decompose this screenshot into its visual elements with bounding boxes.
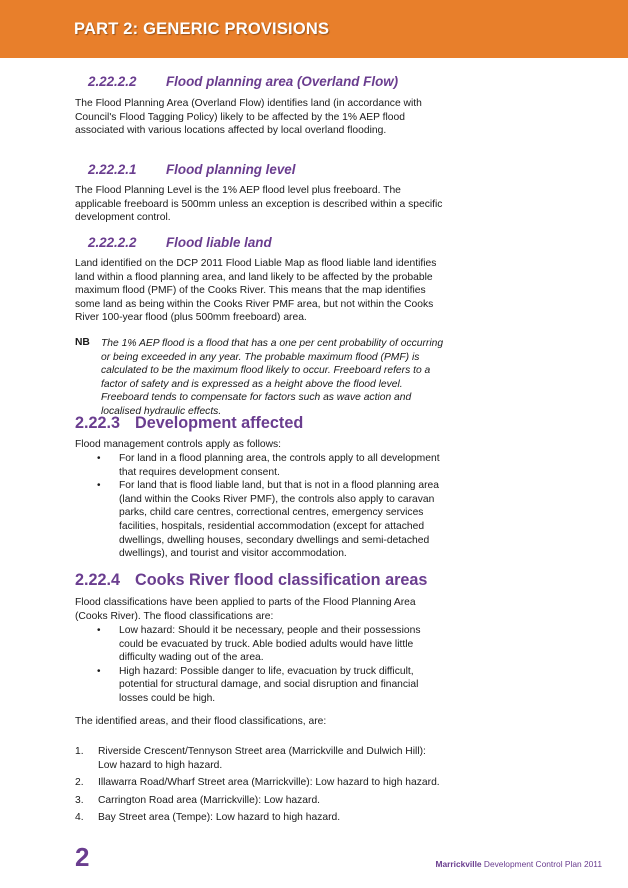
list-item-text: For land that is flood liable land, but that is not in a flood planning area (land within the Cooks River PMF), the controls also apply to caravan parks, child care centres, correctional centres, emergency services facilities, hospitals, residential accommodation (except for attached dwellings, dwelling houses, secondary dwellings and semi-detached dwellings), and tourist and visitor accommodation. xyxy=(119,480,439,560)
page-number: 2 xyxy=(75,842,90,872)
list-item xyxy=(75,794,447,808)
subsection-heading-overland-flow xyxy=(88,74,398,89)
bullet-icon: • xyxy=(97,665,101,677)
subsection-title: Flood planning area (Overland Flow) xyxy=(166,74,399,89)
list-item-number: 1. xyxy=(75,746,84,757)
paragraph-controls-intro: Flood management controls apply as follows: xyxy=(75,439,282,450)
subsection-title: Flood liable land xyxy=(166,235,272,250)
footer-brand: Marrickville xyxy=(435,859,482,869)
header-banner xyxy=(0,0,628,58)
subsection-number: 2.22.2.2 xyxy=(88,74,137,89)
list-item-text: Riverside Crescent/Tennyson Street area (Marrickville and Dulwich Hill): Low hazard to high hazard. xyxy=(98,746,426,771)
bullet-icon: • xyxy=(97,480,101,492)
paragraph-overland-flow: The Flood Planning Area (Overland Flow) identifies land (in accordance with Council's Flood Tagging Policy) likely to be affected by the 1% AEP flood associated with various locations affected by local overland flooding. xyxy=(75,98,422,137)
section-title: Cooks River flood classification areas xyxy=(135,571,428,589)
subsection-heading-flood-planning-level xyxy=(88,162,295,177)
section-title: Development affected xyxy=(135,414,304,432)
areas-list xyxy=(75,745,447,825)
list-item xyxy=(75,811,447,825)
note-label: NB xyxy=(75,337,90,348)
section-heading-development-affected xyxy=(75,414,303,433)
footer-doc-title: Development Control Plan 2011 xyxy=(481,859,602,869)
list-item-text: Bay Street area (Tempe): Low hazard to high hazard. xyxy=(98,812,341,824)
list-item-text: Carrington Road area (Marrickville): Low hazard. xyxy=(98,794,321,806)
classification-list xyxy=(75,624,447,706)
subsection-heading-flood-liable-land xyxy=(88,235,272,250)
bullet-icon: • xyxy=(97,453,101,464)
part-title: PART 2: GENERIC PROVISIONS xyxy=(74,20,330,38)
list-item xyxy=(75,665,447,706)
bullet-icon: • xyxy=(97,625,101,636)
paragraph-areas-intro: The identified areas, and their flood classifications, are: xyxy=(75,716,327,727)
section-number: 2.22.3 xyxy=(75,414,121,432)
paragraph-flood-planning-level: The Flood Planning Level is the 1% AEP flood level plus freeboard. The applicable freeboard is 500mm unless an exception is described within a specific development control. xyxy=(75,185,443,224)
list-item-text: Low hazard: Should it be necessary, people and their possessions could be evacuated by truck. Able bodied adults would have little difficulty wading out of the area. xyxy=(119,625,421,664)
paragraph-classification-intro: Flood classifications have been applied to parts of the Flood Planning Area (Cooks River). The flood classifications are: xyxy=(75,597,416,622)
development-affected-list xyxy=(75,452,447,561)
subsection-number: 2.22.2.2 xyxy=(88,235,137,250)
list-item xyxy=(75,624,447,665)
paragraph-flood-liable-land: Land identified on the DCP 2011 Flood Liable Map as flood liable land identifies land within a flood planning area, and land likely to be affected by the probable maximum flood (PMF) of the Cooks River. This means that the map identifies some land as being within the Cooks River PMF area, but not within the Cooks River 100-year flood (plus 500mm freeboard) area. xyxy=(75,258,437,324)
note-text: The 1% AEP flood is a flood that has a one per cent probability of occurring or being exceeded in any year. The probable maximum flood (PMF) is calculated to be the maximum flood likely to occur. Freeboard refers to a factor of safety and is expressed as a height above the flood level. Freeboard tends to compensate for factors such as wave action and localised hydraulic effects. xyxy=(101,338,444,417)
list-item-number: 4. xyxy=(75,812,84,824)
footer-title xyxy=(435,859,602,869)
list-item xyxy=(75,745,447,772)
subsection-number: 2.22.2.1 xyxy=(88,162,137,177)
list-item-text: High hazard: Possible danger to life, evacuation by truck difficult, potential for structural damage, and social disruption and financial losses could be high. xyxy=(119,665,419,704)
list-item xyxy=(75,479,447,561)
list-item-text: Illawarra Road/Wharf Street area (Marrickville): Low hazard to high hazard. xyxy=(98,777,440,789)
section-number: 2.22.4 xyxy=(75,571,121,589)
list-item-number: 2. xyxy=(75,777,84,789)
subsection-title: Flood planning level xyxy=(166,162,296,177)
list-item-text: For land in a flood planning area, the controls apply to all development that requires development consent. xyxy=(119,453,440,478)
list-item xyxy=(75,776,447,790)
section-heading-flood-classification xyxy=(75,571,427,590)
list-item-number: 3. xyxy=(75,794,84,806)
list-item xyxy=(75,452,447,479)
